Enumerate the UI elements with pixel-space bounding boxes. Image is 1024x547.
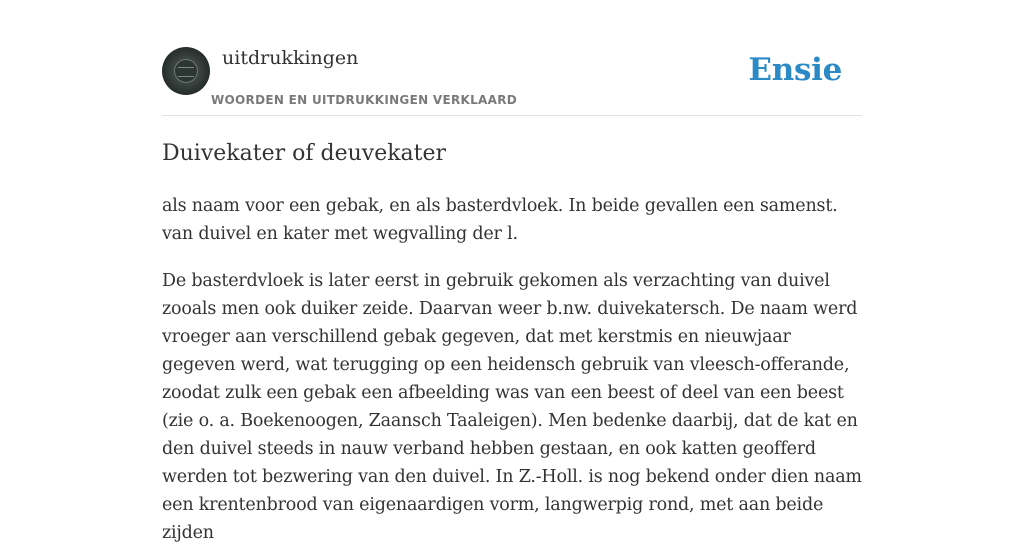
avatar-lines-icon [178,67,194,77]
entry-content [162,139,867,547]
entry-paragraph: De basterdvloek is later eerst in gebruik gekomen als verzachting van duivel zooals men ook duiker zeide. Daarvan weer b.nw. duivekatersch. De naam werd vroeger aan verschillend gebak gegeven, dat met kerstmis en nieuwjaar gegeven werd, wat terugging op een heidensch gebruik van vleesch-offerande, zoodat zulk een gebak een afbeelding was van een beest of deel van een beest (zie o. a. Boekenoogen, Zaansch Taaleigen). Men bedenke daarbij, dat de kat en den duivel steeds in nauw verband hebben gestaan, en ook katten geofferd werden tot bezwering van den duivel. In Z.-Holl. is nog bekend onder dien naam een krentenbrood van eigenaardigen vorm, langwerpig rond, met aan beide zijden [162,271,862,543]
site-header [162,46,862,116]
entry-paragraph: als naam voor een gebak, en als basterdvloek. In beide gevallen een samenst. van duivel en kater met wegvalling der l. [162,196,838,244]
site-tagline: WOORDEN EN UITDRUKKINGEN VERKLAARD [211,93,518,107]
site-name-link[interactable]: uitdrukkingen [222,47,359,69]
ensie-logo[interactable]: Ensie [748,52,842,88]
site-avatar[interactable] [162,47,210,95]
entry-title: Duivekater of deuvekater [162,141,447,166]
